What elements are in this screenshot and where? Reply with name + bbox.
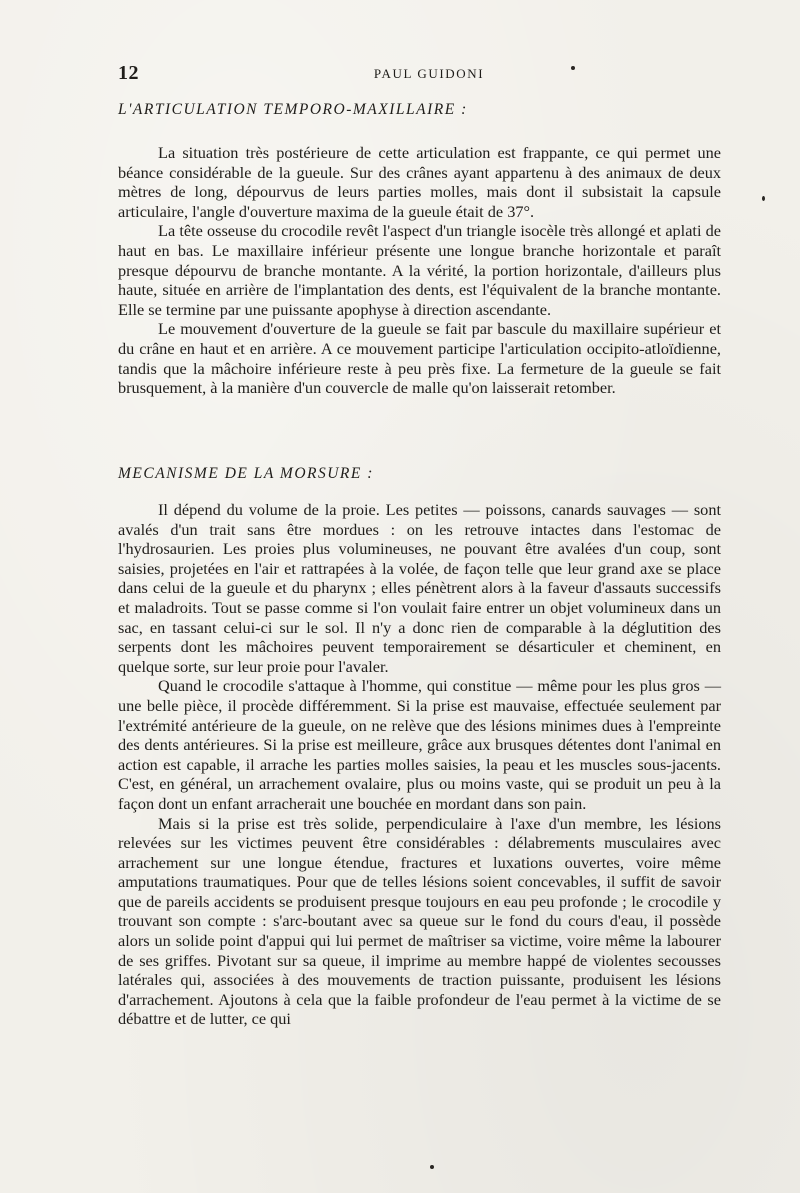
print-speck (430, 1165, 434, 1169)
section-body-mecanisme (118, 500, 721, 1029)
print-speck (571, 66, 575, 70)
paragraph: Mais si la prise est très solide, perpendiculaire à l'axe d'un membre, les lésions relevées sur les victimes peuvent être considérables : délabrements musculaires avec arrachement sur une longue étendue, fractures et luxations ouvertes, voire même amputations traumatiques. Pour que de telles lésions soient concevables, il suffit de savoir que de pareils accidents se produisent presque toujours en eau peu profonde ; le crocodile y trouvant son compte : s'arc-boutant avec sa queue sur le fond du cours d'eau, il possède alors un solide point d'appui qui lui permet de maîtriser sa victime, voire même la labourer de ses griffes. Pivotant sur sa queue, il imprime au membre happé de violentes secousses latérales qui, associées à des mouvements de traction puissante, produisent les lésions d'arrachement. Ajoutons à cela que la faible profondeur de l'eau permet à la victime de se débattre et de lutter, ce qui (118, 813, 721, 1029)
section-title-mecanisme: MECANISME DE LA MORSURE : (118, 465, 374, 482)
paragraph: La tête osseuse du crocodile revêt l'aspect d'un triangle isocèle très allongé et aplati de haut en bas. Le maxillaire inférieur présente une longue branche horizontale et paraît presque dépourvu de branche montante. A la vérité, la portion horizontale, d'ailleurs plus haute, située en arrière de l'implantation des dents, est l'équivalent de la branche montante. Elle se termine par une puissante apophyse à direction ascendante. (118, 221, 721, 319)
paragraph: Il dépend du volume de la proie. Les petites — poissons, canards sauvages — sont avalés d'un trait sans être mordues : on les retrouve intactes dans l'estomac de l'hydrosaurien. Les proies plus volumineuses, ne pouvant être avalées d'un coup, sont saisies, projetées en l'air et rattrapées à la volée, de façon telle que leur grand axe se place dans celui de la gueule et du pharynx ; elles pénètrent alors à la faveur d'assauts successifs et maladroits. Tout se passe comme si l'on voulait faire entrer un objet volumineux dans un sac, en tassant celui-ci sur le sol. Il n'y a donc rien de comparable à la déglutition des serpents dont les mâchoires peuvent temporairement se désarticuler et cheminent, en quelque sorte, sur leur proie pour l'avaler. (118, 500, 721, 676)
print-speck (762, 196, 765, 201)
page-header (118, 62, 740, 86)
paragraph: La situation très postérieure de cette articulation est frappante, ce qui permet une béance considérable de la gueule. Sur des crânes ayant appartenu à des animaux de deux mètres de long, dépourvus de leurs parties molles, mais dont il subsistait la capsule articulaire, l'angle d'ouverture maxima de la gueule était de 37°. (118, 143, 721, 221)
page-number: 12 (118, 62, 139, 84)
section-body-articulation (118, 143, 721, 398)
section-title-articulation: L'ARTICULATION TEMPORO-MAXILLAIRE : (118, 101, 468, 118)
paragraph: Quand le crocodile s'attaque à l'homme, qui constitue — même pour les plus gros — une belle pièce, il procède différemment. Si la prise est mauvaise, effectuée seulement par l'extrémité antérieure de la gueule, on ne relève que des lésions minimes dues à l'empreinte des dents antérieures. Si la prise est meilleure, grâce aux brusques détentes dont l'animal en action est capable, il arrache les parties molles saisies, la peau et les muscles sous-jacents. C'est, en général, un arrachement ovalaire, plus ou moins vaste, qui se produit un peu à la façon dont un enfant arracherait une bouchée en mordant dans son pain. (118, 676, 721, 813)
paragraph: Le mouvement d'ouverture de la gueule se fait par bascule du maxillaire supérieur et du crâne en haut et en arrière. A ce mouvement participe l'articulation occipito-atloïdienne, tandis que la mâchoire inférieure reste à peu près fixe. La fermeture de la gueule se fait brusquement, à la manière d'un couvercle de malle qu'on laisserait retomber. (118, 319, 721, 398)
running-head: PAUL GUIDONI (373, 66, 485, 81)
